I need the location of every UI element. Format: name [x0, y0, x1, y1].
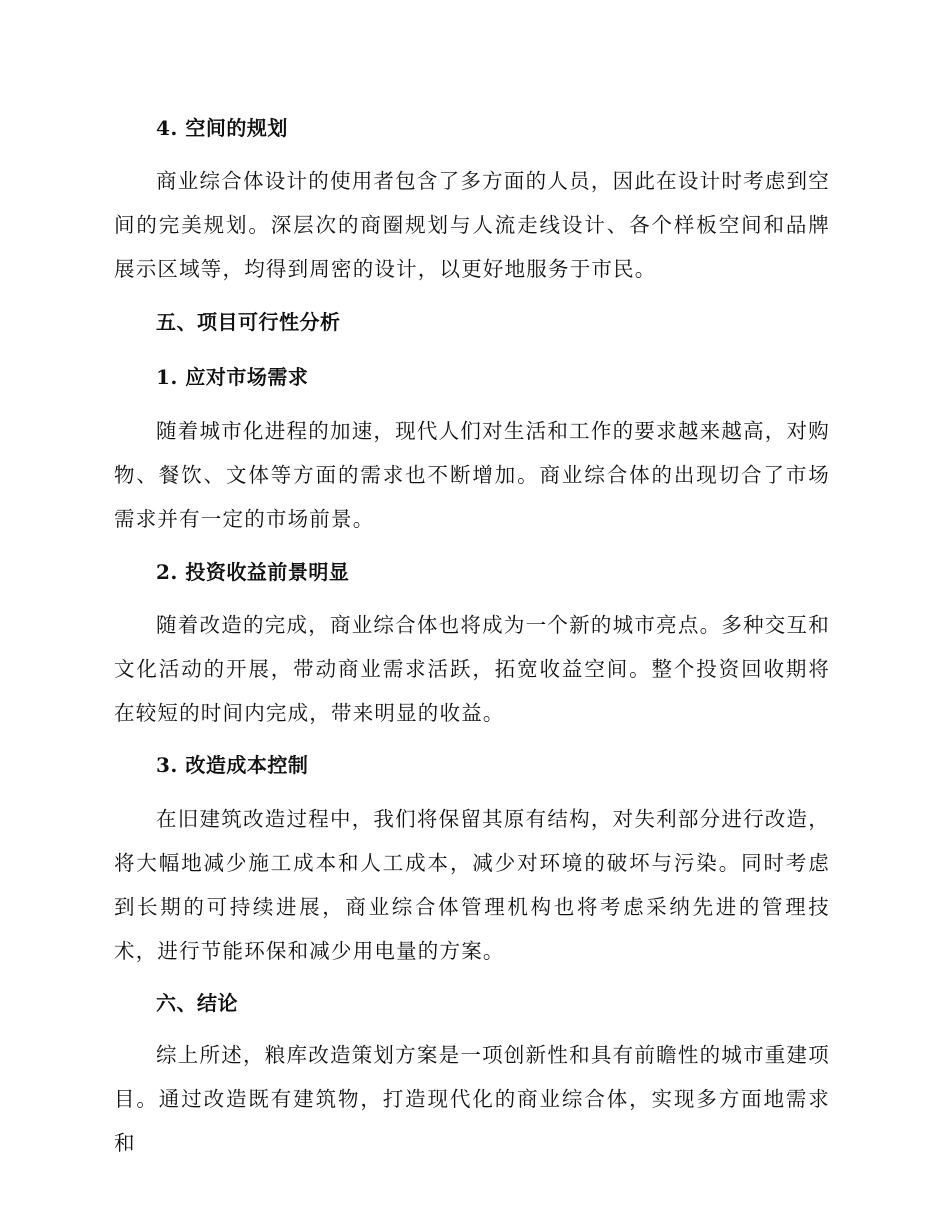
- section-heading-conclusion: 六、结论: [156, 991, 238, 1015]
- section-heading-feasibility-analysis: 五、项目可行性分析: [156, 310, 341, 334]
- paragraph-market-demand: 随着城市化进程的加速，现代人们对生活和工作的要求越来越高，对购物、餐饮、文体等方面的需求也不断增加。商业综合体的出现切合了市场需求并有一定的市场前景。: [114, 419, 830, 531]
- section-heading-market-demand: 1. 应对市场需求: [156, 365, 309, 389]
- paragraph-investment-return: 随着改造的完成，商业综合体也将成为一个新的城市亮点。多种交互和文化活动的开展，带动商业需求活跃，拓宽收益空间。整个投资回收期将在较短的时间内完成，带来明显的收益。: [114, 613, 830, 725]
- paragraph-cost-control: 在旧建筑改造过程中，我们将保留其原有结构，对失利部分进行改造，将大幅地减少施工成本和人工成本，减少对环境的破坏与污染。同时考虑到长期的可持续进展，商业综合体管理机构也将考虑采纳先进的管理技术，进行节能环保和减少用电量的方案。: [114, 807, 830, 963]
- section-heading-space-planning: 4. 空间的规划: [156, 116, 288, 140]
- section-heading-investment-return: 2. 投资收益前景明显: [156, 560, 350, 584]
- paragraph-conclusion: 综上所述，粮库改造策划方案是一项创新性和具有前瞻性的城市重建项目。通过改造既有建筑物，打造现代化的商业综合体，实现多方面地需求和: [114, 1043, 830, 1155]
- paragraph-space-planning: 商业综合体设计的使用者包含了多方面的人员，因此在设计时考虑到空间的完美规划。深层次的商圈规划与人流走线设计、各个样板空间和品牌展示区域等，均得到周密的设计，以更好地服务于市民。: [114, 169, 830, 281]
- section-heading-cost-control: 3. 改造成本控制: [156, 753, 309, 777]
